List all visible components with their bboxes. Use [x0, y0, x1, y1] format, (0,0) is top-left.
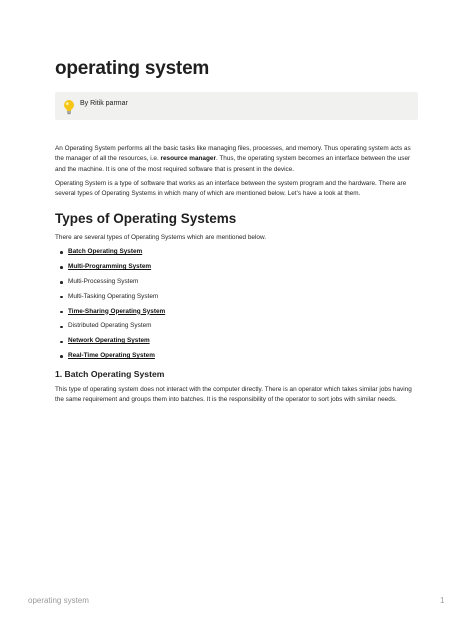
os-types-list	[55, 245, 165, 364]
os-type-item[interactable]: Multi-Programming System	[55, 260, 165, 275]
os-type-item[interactable]: Network Operating System	[55, 334, 165, 349]
types-heading: Types of Operating Systems	[55, 211, 237, 226]
author-byline: By Ritik parmar	[80, 100, 128, 107]
resource-manager-term: resource manager	[160, 155, 216, 163]
batch-os-paragraph: This type of operating system does not interact with the computer directly. There is an operator which takes similar jobs having the same requirement and groups them into batches. It is the responsibility of the operator to sort jobs with similar needs.	[55, 386, 412, 404]
os-type-item[interactable]: Real-Time Operating System	[55, 349, 165, 364]
footer-title: operating system	[28, 596, 89, 605]
author-callout	[55, 92, 418, 120]
page-number: 1	[440, 596, 445, 605]
page-title: operating system	[55, 58, 210, 79]
lightbulb-icon	[62, 99, 76, 115]
os-type-item: Multi-Processing System	[55, 275, 165, 290]
types-intro: There are several types of Operating Systems which are mentioned below.	[55, 234, 266, 241]
batch-os-heading: 1. Batch Operating System	[55, 369, 165, 379]
os-type-item: Distributed Operating System	[55, 319, 165, 334]
os-type-item: Multi-Tasking Operating System	[55, 290, 165, 305]
intro-paragraph: An Operating System performs all the basic tasks like managing files, processes, and memory. Thus operating system acts as the manager of all the resources, i.e. resource manager. Thus, the operating system becomes an interface between the user and the machine. It is one of the most required software that is present in the device.	[55, 145, 411, 173]
os-type-item[interactable]: Batch Operating System	[55, 245, 165, 260]
os-definition-paragraph: Operating System is a type of software that works as an interface between the system program and the hardware. There are several types of Operating Systems in which many of which are mentioned below. Let’s have a look at them.	[55, 180, 407, 198]
os-type-item[interactable]: Time-Sharing Operating System	[55, 305, 165, 320]
